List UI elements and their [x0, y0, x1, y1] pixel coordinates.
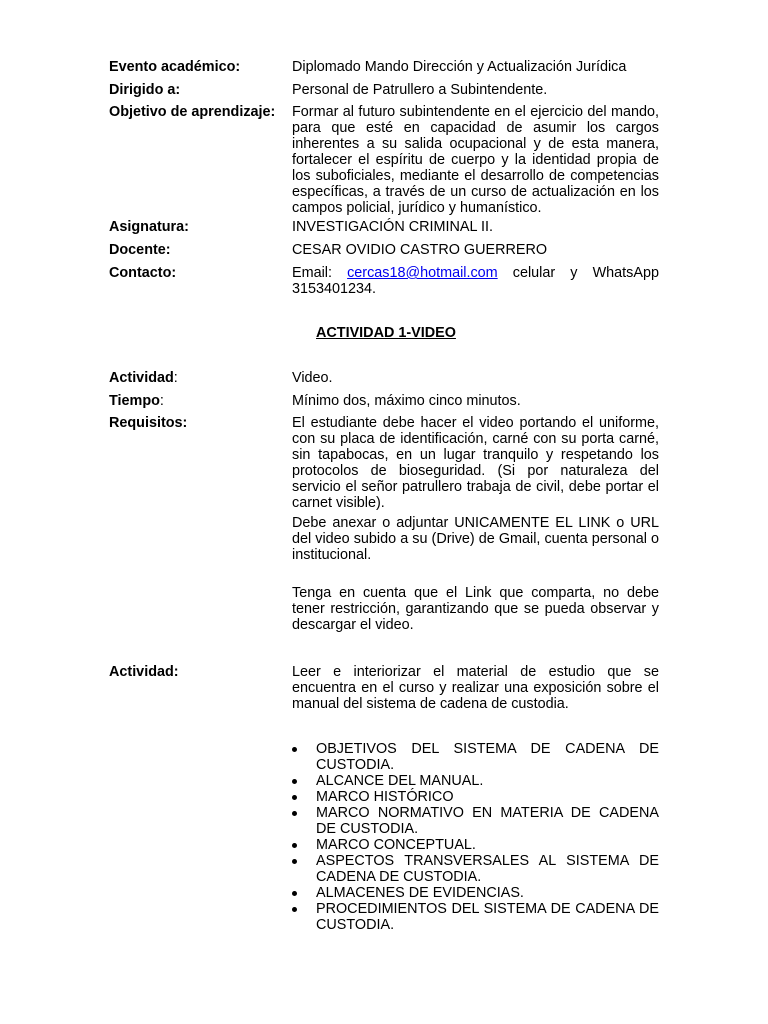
contacto-value [292, 265, 659, 297]
tiempo-label [109, 393, 289, 409]
bullet-icon [292, 859, 297, 864]
dirigido-value: Personal de Patrullero a Subintendente. [292, 82, 548, 98]
list-item [292, 805, 659, 837]
bullet-icon [292, 907, 297, 912]
list-item [292, 885, 659, 901]
tiempo-label-text: Tiempo [109, 393, 160, 409]
tiempo-value: Mínimo dos, máximo cinco minutos. [292, 393, 521, 409]
bullet-icon [292, 747, 297, 752]
bullet-icon [292, 811, 297, 816]
requisitos-paragraph-1: El estudiante debe hacer el video portando el uniforme, con su placa de identificación, carné con su porta carné, sin tapabocas, en un lugar tranquilo y respetando los protocolos de bioseguridad. (Si por naturaleza del servicio el señor patrullero trabaja de civil, debe portar el carnet visible). [292, 415, 659, 511]
list-item-text: ASPECTOS TRANSVERSALES AL SISTEMA DE CADENA DE CUSTODIA. [316, 853, 659, 885]
list-item [292, 741, 659, 773]
list-item [292, 853, 659, 885]
actividad-label [109, 370, 289, 386]
bullet-icon [292, 891, 297, 896]
actividad-colon: : [173, 370, 178, 386]
docente-label: Docente: [109, 242, 171, 258]
list-item-text: MARCO NORMATIVO EN MATERIA DE CADENA DE CUSTODIA. [316, 805, 659, 837]
activity-heading: ACTIVIDAD 1-VIDEO [316, 325, 456, 341]
list-item-text: OBJETIVOS DEL SISTEMA DE CADENA DE CUSTODIA. [316, 741, 659, 773]
actividad2-label: Actividad: [109, 664, 179, 680]
actividad2-value: Leer e interiorizar el material de estudio que se encuentra en el curso y realizar una exposición sobre el manual del sistema de cadena de custodia. [292, 664, 659, 712]
requisitos-paragraph-3: Tenga en cuenta que el Link que comparta, no debe tener restricción, garantizando que se pueda observar y descargar el video. [292, 585, 659, 633]
docente-value: CESAR OVIDIO CASTRO GUERRERO [292, 242, 548, 258]
asignatura-label: Asignatura: [109, 219, 189, 235]
contacto-suffix: celular y WhatsApp 3153401234. [292, 265, 659, 297]
tiempo-colon: : [159, 393, 164, 409]
actividad-value: Video. [292, 370, 333, 386]
evento-label: Evento académico: [109, 59, 241, 75]
bullet-icon [292, 843, 297, 848]
list-item [292, 773, 659, 789]
list-item-text: PROCEDIMIENTOS DEL SISTEMA DE CADENA DE CUSTODIA. [316, 901, 659, 933]
email-link[interactable]: cercas18@hotmail.com [347, 265, 498, 281]
list-item [292, 837, 659, 853]
evento-value: Diplomado Mando Dirección y Actualización Jurídica [292, 59, 627, 75]
bullet-icon [292, 779, 297, 784]
contacto-label: Contacto: [109, 265, 177, 281]
list-item-text: ALCANCE DEL MANUAL. [316, 773, 484, 789]
objetivo-value: Formar al futuro subintendente en el ejercicio del mando, para que esté en capacidad de asumir los cargos inherentes a su salida ocupacional y de esta manera, fortalecer el espíritu de cuerpo y la identidad propia de los suboficiales, mediante el desarrollo de competencias específicas, a través de un curso de actualización en los campos policial, jurídico y humanístico. [292, 104, 659, 216]
list-item-text: MARCO CONCEPTUAL. [316, 837, 476, 853]
list-item-text: ALMACENES DE EVIDENCIAS. [316, 885, 524, 901]
asignatura-value: INVESTIGACIÓN CRIMINAL II. [292, 219, 493, 235]
dirigido-label: Dirigido a: [109, 82, 181, 98]
contacto-prefix: Email: [292, 265, 348, 281]
requisitos-paragraph-2: Debe anexar o adjuntar UNICAMENTE EL LINK o URL del video subido a su (Drive) de Gmail, cuenta personal o institucional. [292, 515, 659, 563]
actividad-label-text: Actividad [109, 370, 174, 386]
list-item [292, 901, 659, 933]
bullet-icon [292, 795, 297, 800]
list-item [292, 789, 659, 805]
objetivo-label: Objetivo de aprendizaje: [109, 104, 276, 120]
requisitos-label: Requisitos: [109, 415, 188, 431]
list-item-text: MARCO HISTÓRICO [316, 789, 454, 805]
topics-list [292, 741, 659, 933]
